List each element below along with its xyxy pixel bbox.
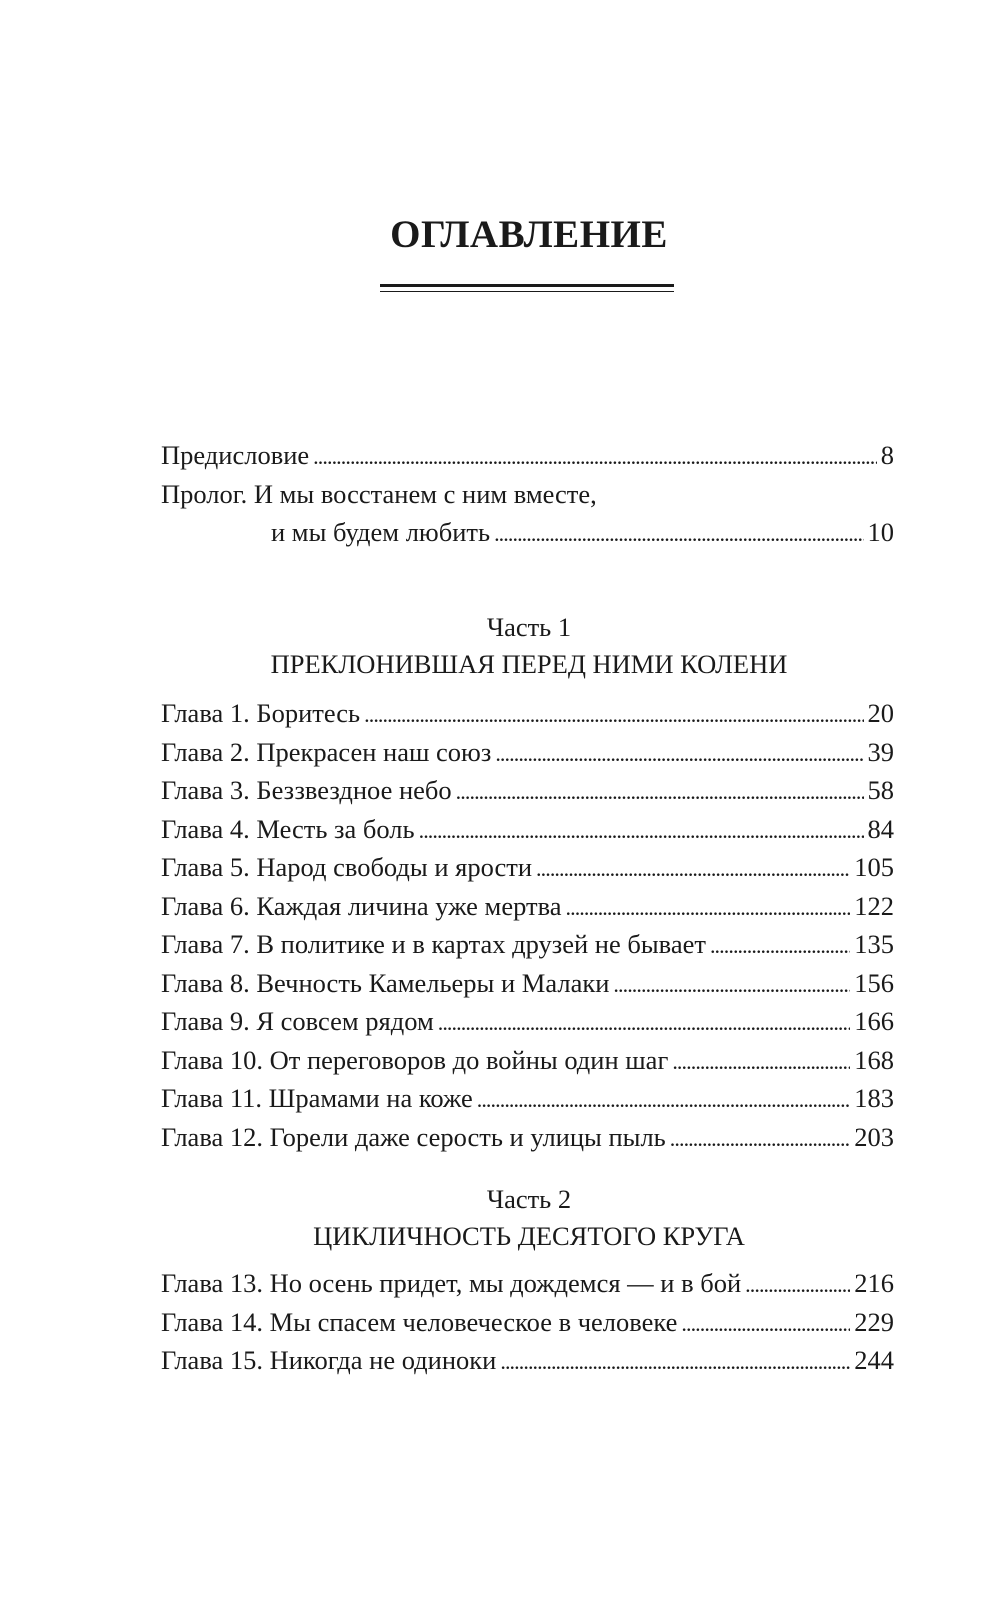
toc-entry-chapter-7[interactable] bbox=[161, 925, 894, 964]
leader-dots bbox=[500, 1341, 850, 1382]
entry-label: Глава 1. Боритесь bbox=[161, 698, 361, 728]
entry-label: Глава 8. Вечность Камельеры и Малаки bbox=[161, 967, 610, 998]
leader-dots bbox=[681, 1303, 850, 1344]
leader-dots bbox=[672, 1041, 850, 1082]
toc-entry-chapter-11[interactable] bbox=[161, 1079, 894, 1118]
leader-dots bbox=[566, 887, 851, 928]
front-matter bbox=[161, 436, 894, 552]
toc-entry-chapter-13[interactable] bbox=[161, 1264, 894, 1303]
toc-entry-chapter-2[interactable] bbox=[161, 733, 894, 772]
leader-dots bbox=[438, 1002, 851, 1043]
entry-label: Предисловие bbox=[161, 440, 310, 470]
part-1-number: Часть 1 bbox=[486, 612, 572, 642]
entry-page: 8 bbox=[880, 440, 894, 470]
entry-page: 203 bbox=[854, 1121, 894, 1152]
entry-page: 168 bbox=[854, 1044, 894, 1075]
entry-page: 156 bbox=[854, 967, 894, 998]
entry-label: Глава 2. Прекрасен наш союз bbox=[161, 736, 492, 767]
entry-label: Глава 14. Мы спасем человеческое в человеке bbox=[161, 1306, 678, 1337]
entry-page: 84 bbox=[867, 813, 894, 844]
toc-entry-prologue-line1[interactable] bbox=[161, 475, 894, 514]
leader-dots bbox=[745, 1264, 850, 1305]
toc-entry-chapter-3[interactable] bbox=[161, 771, 894, 810]
entry-page: 58 bbox=[867, 775, 894, 805]
toc-entry-chapter-9[interactable] bbox=[161, 1002, 894, 1041]
title-rule-thick bbox=[380, 284, 674, 287]
leader-dots bbox=[494, 513, 863, 554]
part-2-name: ЦИКЛИЧНОСТЬ ДЕСЯТОГО КРУГА bbox=[313, 1221, 745, 1251]
entry-label: Глава 13. Но осень придет, мы дождемся — и в бой bbox=[161, 1268, 742, 1298]
page-title: ОГЛАВЛЕНИЕ bbox=[390, 213, 668, 256]
entry-label: Глава 11. Шрамами на коже bbox=[161, 1083, 473, 1113]
part-2-chapters bbox=[161, 1264, 894, 1380]
toc-entry-chapter-12[interactable] bbox=[161, 1118, 894, 1157]
part-2-number: Часть 2 bbox=[486, 1184, 572, 1214]
entry-page: 122 bbox=[854, 890, 894, 921]
toc-entry-chapter-14[interactable] bbox=[161, 1303, 894, 1342]
entry-label: Глава 6. Каждая личина уже мертва bbox=[161, 890, 562, 921]
entry-page: 105 bbox=[854, 852, 894, 882]
leader-dots bbox=[313, 436, 877, 477]
entry-label: и мы будем любить bbox=[271, 517, 491, 547]
entry-page: 229 bbox=[854, 1306, 894, 1337]
entry-page: 10 bbox=[867, 517, 894, 547]
leader-dots bbox=[710, 925, 850, 966]
entry-label: Глава 3. Беззвездное небо bbox=[161, 775, 452, 805]
entry-label: Глава 7. В политике и в картах друзей не бывает bbox=[161, 929, 706, 959]
toc-entry-chapter-4[interactable] bbox=[161, 810, 894, 849]
leader-dots bbox=[364, 694, 863, 735]
toc-entry-chapter-1[interactable] bbox=[161, 694, 894, 733]
toc-entry-chapter-6[interactable] bbox=[161, 887, 894, 926]
entry-page: 183 bbox=[854, 1083, 894, 1113]
leader-dots bbox=[613, 964, 850, 1005]
entry-label: Пролог. И мы восстанем с ним вместе, bbox=[161, 478, 597, 509]
toc-entry-chapter-5[interactable] bbox=[161, 848, 894, 887]
leader-dots bbox=[477, 1079, 851, 1120]
toc-entry-prologue-line2[interactable] bbox=[161, 513, 894, 552]
toc-entry-chapter-10[interactable] bbox=[161, 1041, 894, 1080]
leader-dots bbox=[495, 733, 863, 774]
toc-entry-chapter-8[interactable] bbox=[161, 964, 894, 1003]
entry-page: 20 bbox=[867, 698, 894, 728]
leader-dots bbox=[670, 1118, 850, 1159]
leader-dots bbox=[456, 771, 864, 812]
title-rule-thin bbox=[380, 291, 674, 292]
leader-dots bbox=[536, 848, 850, 889]
toc-entry-preface[interactable] bbox=[161, 436, 894, 475]
entry-label: Глава 4. Месть за боль bbox=[161, 813, 415, 844]
entry-page: 135 bbox=[854, 929, 894, 959]
toc-entry-chapter-15[interactable] bbox=[161, 1341, 894, 1380]
entry-page: 166 bbox=[854, 1006, 894, 1036]
entry-label: Глава 10. От переговоров до войны один шаг bbox=[161, 1044, 669, 1075]
entry-label: Глава 12. Горели даже серость и улицы пыль bbox=[161, 1121, 666, 1152]
leader-dots bbox=[419, 810, 864, 851]
entry-page: 39 bbox=[867, 736, 894, 767]
part-1-chapters bbox=[161, 694, 894, 1156]
entry-label: Глава 9. Я совсем рядом bbox=[161, 1006, 434, 1036]
entry-label: Глава 15. Никогда не одиноки bbox=[161, 1345, 497, 1375]
entry-page: 216 bbox=[854, 1268, 894, 1298]
part-1-name: ПРЕКЛОНИВШАЯ ПЕРЕД НИМИ КОЛЕНИ bbox=[270, 649, 788, 679]
entry-label: Глава 5. Народ свободы и ярости bbox=[161, 852, 533, 882]
entry-page: 244 bbox=[854, 1345, 894, 1375]
